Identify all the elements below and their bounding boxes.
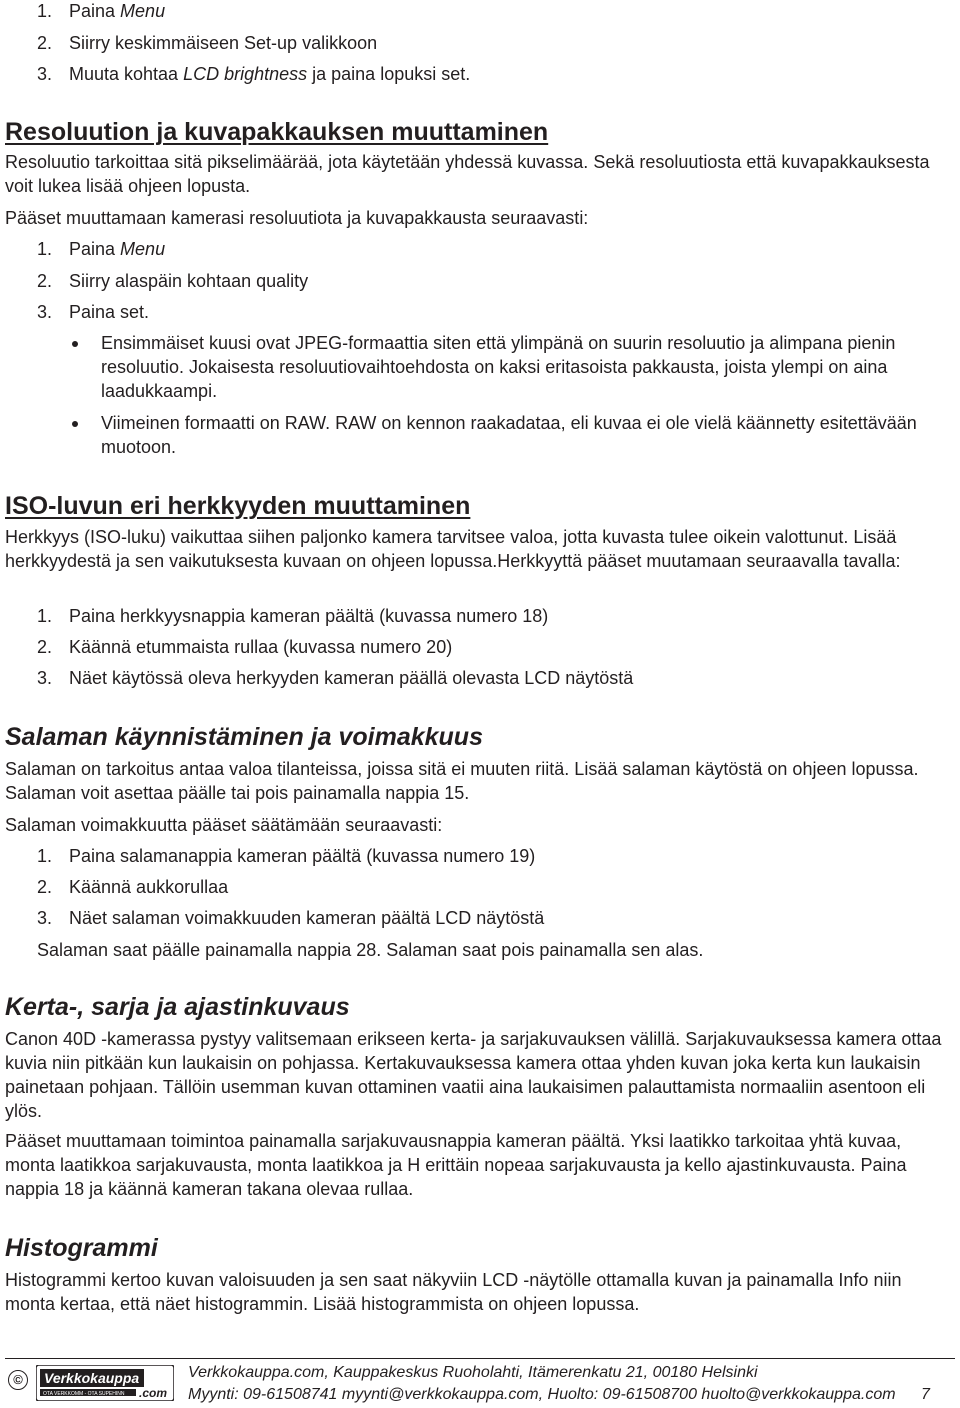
drive-paragraph-1: Canon 40D -kamerassa pystyy valitsemaan erikseen kerta- ja sarjakuvauksen välillä. Sarjakuvauksessa kamera ottaa kuvia niin pitkään kun laukaisin on pohjassa. Kertakuvauksessa kamera ottaa yhden kuvan joka kerta kun laukaisin painetaan pohjaan. Tällöin usemman kuvan ottaminen vaatii aina laukaisimen palauttamista normaaliin asentoon eli ylös.: [5, 1029, 942, 1121]
item-text: Siirry alaspäin kohtaan quality: [69, 270, 309, 291]
list-item: [5, 270, 950, 292]
histogram-paragraph: Histogrammi kertoo kuvan valoisuuden ja sen saat näkyviin LCD -näytölle ottamalla kuvan ja painamalla Info niin monta kertaa, että näet histogrammin. Lisää histogrammista on ohjeen lopussa.: [5, 1270, 902, 1314]
bullet-dot: [72, 341, 78, 347]
section-heading-resolution: Resoluution ja kuvapakkauksen muuttaminen: [5, 118, 549, 146]
item-number: 1.: [37, 846, 53, 866]
iso-steps: [5, 605, 950, 689]
item-number: 2.: [37, 637, 53, 657]
footer-rule: [5, 1358, 955, 1359]
svg-text:.com: .com: [139, 1386, 168, 1400]
section-heading-iso: ISO-luvun eri herkkyyden muuttaminen: [5, 492, 471, 520]
iso-paragraph: Herkkyys (ISO-luku) vaikuttaa siihen paljonko kamera tarvitsee valoa, jotta kuvasta tulee oikein valottunut. Lisää herkkyydestä ja sen vaikutuksesta kuvaan on ohjeen lopussa.Herkkyyttä pääset muutamaan seuraavalla tavalla:: [5, 527, 901, 571]
item-number: 1.: [37, 239, 53, 259]
item-text: Paina salamanappia kameran päältä (kuvassa numero 19): [69, 846, 536, 866]
flash-paragraph-2: Salaman voimakkuutta pääset säätämään seuraavasti:: [5, 815, 443, 835]
item-text: Muuta kohtaa: [69, 64, 184, 84]
item-number: 2.: [37, 877, 53, 897]
item-number: 3.: [37, 302, 53, 322]
item-text: Siirry keskimmäiseen Set-up valikkoon: [69, 32, 378, 53]
item-number: 3.: [37, 64, 53, 84]
item-text: Näet käytössä oleva herkyyden kameran päällä olevasta LCD näytöstä: [69, 668, 634, 688]
item-number: 3.: [37, 668, 53, 688]
item-text: Paina: [69, 1, 121, 21]
flash-steps: [5, 845, 950, 929]
bullet-text: Ensimmäiset kuusi ovat JPEG-formaattia siten että ylimpänä on suurin resoluutio ja alimpana pienin resoluutio. Jokaisesta resoluutiovaihtoehdosta on kaksi eritasoista pakkausta, joista ylempi on aina laadukkaampi.: [101, 333, 896, 401]
section-heading-histogram: Histogrammi: [5, 1234, 158, 1262]
list-item: [5, 238, 950, 260]
svg-text:Verkkokauppa: Verkkokauppa: [44, 1370, 140, 1386]
flash-note: Salaman saat päälle painamalla nappia 28. Salaman saat pois painamalla sen alas.: [37, 940, 704, 960]
item-number: 2.: [37, 32, 53, 53]
verkkokauppa-logo: [36, 1365, 174, 1401]
item-text: Paina herkkyysnappia kameran päältä (kuvassa numero 18): [69, 606, 549, 626]
page-number: 7: [921, 1386, 930, 1403]
flash-paragraph-1: Salaman on tarkoitus antaa valoa tilanteissa, joissa sitä ei muuten riitä. Lisää salaman käytöstä on ohjeen lopussa. Salaman voit asettaa päälle tai pois painamalla nappia 15.: [5, 759, 919, 803]
footer-contacts: Myynti: 09-61508741 myynti@verkkokauppa.com, Huolto: 09-61508700 huolto@verkkokauppa.com: [188, 1386, 896, 1403]
item-number: 2.: [37, 270, 53, 291]
page-footer: [0, 1358, 960, 1408]
resolution-bullets: [5, 331, 945, 459]
list-item: [5, 845, 950, 867]
bullet-item: [5, 411, 945, 459]
drive-paragraph-2: Pääset muuttamaan toimintoa painamalla sarjakuvausnappia kameran päältä. Yksi laatikko tarkoitaa yhtä kuvaa, monta laatikkoa sarjakuvausta, monta laatikkoa ja H erittäin nopeaa sarjakuvausta ja kello ajastinkuvausta. Paina nappia 18 ja käännä kameran takana olevaa rullaa.: [5, 1131, 907, 1199]
item-text: Paina set.: [69, 302, 150, 322]
list-item: [5, 63, 950, 85]
item-text: Näet salaman voimakkuuden kameran päältä LCD näytöstä: [69, 908, 545, 928]
item-emphasis: Menu: [120, 1, 166, 21]
list-item: [5, 907, 950, 929]
section-heading-drive: Kerta-, sarja ja ajastinkuvaus: [5, 993, 350, 1021]
item-number: 1.: [37, 1, 53, 21]
item-text-tail: ja paina lopuksi set.: [307, 64, 471, 84]
bullet-item: [5, 331, 945, 403]
intro-steps: [5, 0, 950, 85]
bullet-text: Viimeinen formaatti on RAW. RAW on kennon raakadataa, eli kuvaa ei ole vielä käännetty esitettävään muotoon.: [101, 413, 917, 457]
item-text: Käännä aukkorullaa: [69, 877, 229, 897]
list-item: [5, 301, 950, 323]
item-text: Käännä etummaista rullaa (kuvassa numero 20): [69, 637, 453, 657]
svg-text:OTA VERKKOMM - OTA SUPEHINN: OTA VERKKOMM - OTA SUPEHINN: [43, 1391, 125, 1397]
list-item: [5, 876, 950, 898]
resolution-paragraph-1: Resoluutio tarkoittaa sitä pikselimäärää, jota käytetään yhdessä kuvassa. Sekä resoluutiosta että kuvapakkauksesta voit lukea lisää ohjeen lopusta.: [5, 152, 930, 196]
item-number: 1.: [37, 606, 53, 626]
copyright-icon: ©: [8, 1370, 28, 1390]
list-item: [5, 605, 950, 627]
section-heading-flash: Salaman käynnistäminen ja voimakkuus: [5, 723, 483, 751]
item-text: Paina: [69, 239, 121, 259]
item-number: 3.: [37, 908, 53, 928]
footer-address: Verkkokauppa.com, Kauppakeskus Ruoholahti, Itämerenkatu 21, 00180 Helsinki: [188, 1364, 758, 1381]
item-emphasis: LCD brightness: [183, 64, 308, 84]
list-item: [5, 0, 950, 22]
resolution-paragraph-2: Pääset muuttamaan kamerasi resoluutiota ja kuvapakkausta seuraavasti:: [5, 208, 589, 228]
item-emphasis: Menu: [120, 239, 166, 259]
list-item: [5, 636, 950, 658]
list-item: [5, 667, 950, 689]
list-item: [5, 32, 950, 54]
bullet-dot: [72, 421, 78, 427]
resolution-steps: [5, 238, 950, 323]
